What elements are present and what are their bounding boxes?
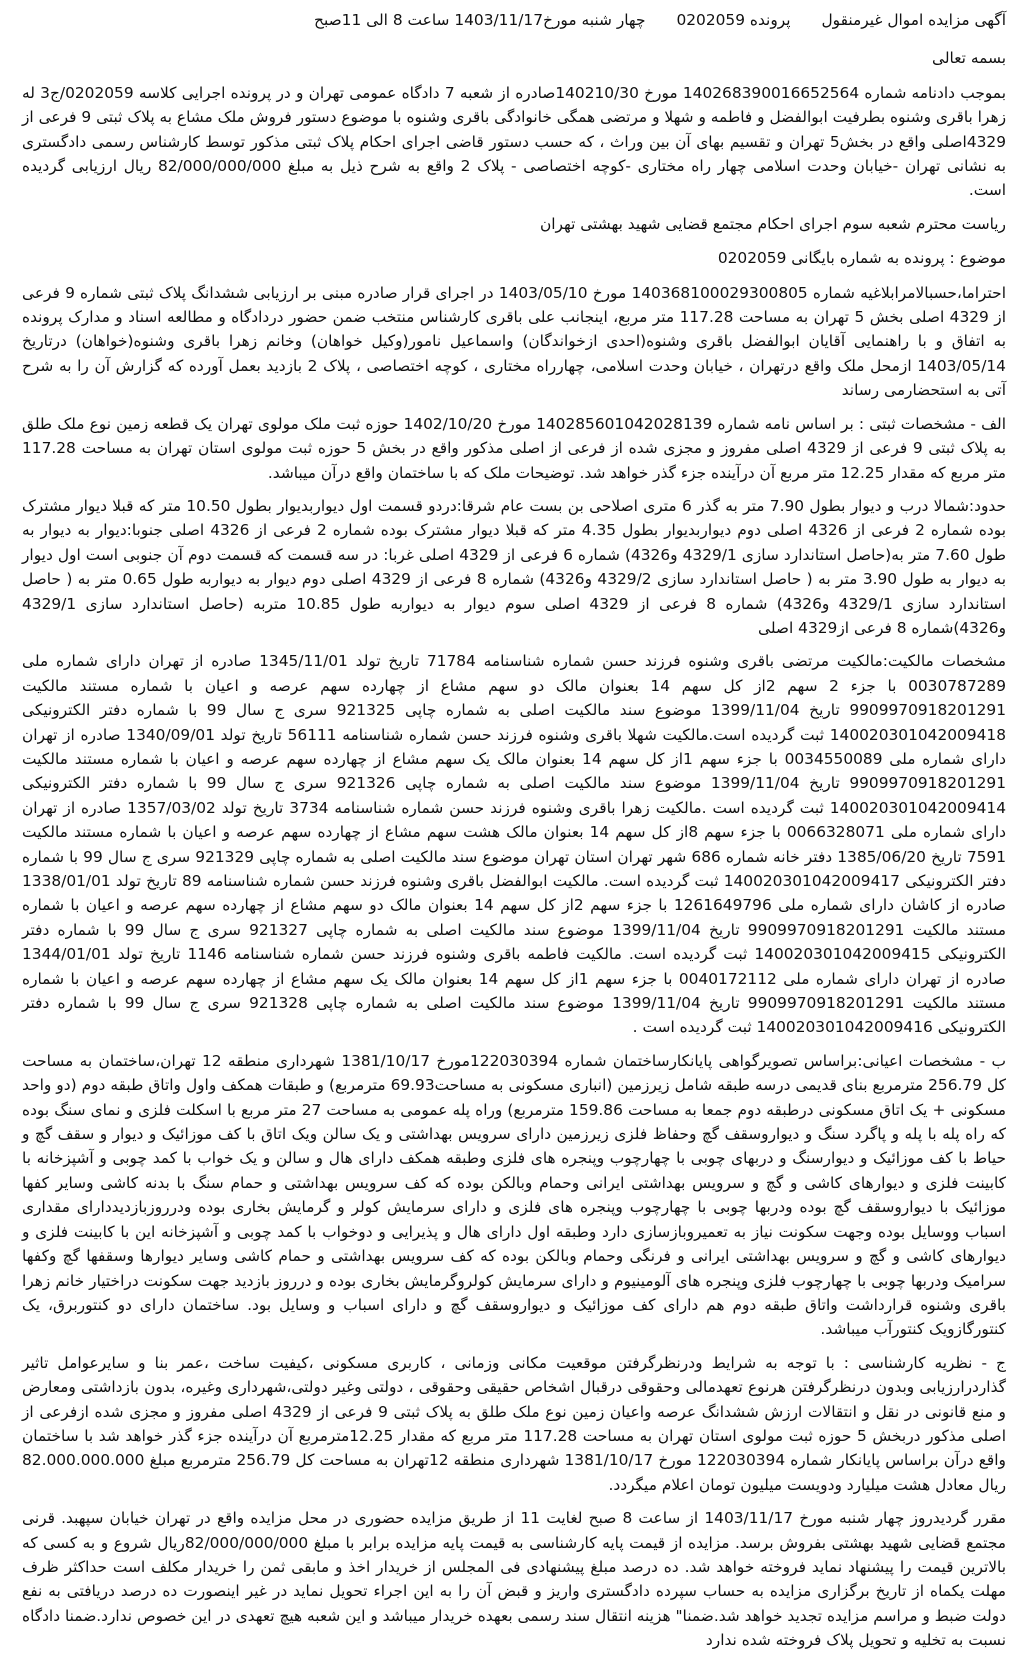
registration-details-paragraph: الف - مشخصات ثبتی : بر اساس نامه شماره 14028560104202813​9 مورخ 1402/10/20 حوزه ثبت ملک مولوی تهران یک قطعه زمین نوع ملک طلق به پلاک ثبتی 9 فرعی از 4329 اصلی مفروز و مجزی شده از فرعی از اصلی مذکور واقع در بخش 5 حوزه ثبت مولوی استان تهران به مساحت 117.28 متر مربع که مقدار 12.25 متر مربع آن درآینده جزء گذر خواهد شد. توضیحات ملک که با ساختمان واقع درآن میباشد. — [22, 414, 1007, 482]
expert-opinion-paragraph: ج - نظریه کارشناسی : با توجه به شرایط ودرنظرگرفتن موقعیت مکانی وزمانی ، کاربری مسکونی ،کیفیت ساخت ،عمر بنا و سایرعوامل تاثیر گذاردرارزیابی وبدون درنظرگرفتن هرنوع تعهدمالی وحقوقی درقبال اشخاص حقیقی وحقوقی ، دولتی وغیر دولتی،شهرداری وغیره، بدون بازداشتی ومعارض و منع قانونی در نقل و انتقالات ارزش ششدانگ عرصه واعیان زمین نوع ملک طلق به پلاک ثبتی 9 فرعی از 4329 اصلی مفروز و مجزی شده ازفرعی از اصلی مذکور دربخش 5 حوزه ثبت مولوی استان تهران به مساحت 117.28 متر مربع که مقدار 12.25مترمربع آن درآینده جزء گذر خواهد شد با ساختمان واقع درآن براساس پایانکار شماره 122030394 مورخ 1381/10/17 شهرداری منطقه 12تهران به مساحت کل 256.79 مترمربع مبلغ 82.000.000.000 ریال معادل هشت میلیارد ودویست میلیون تومان اعلام میگردد. — [22, 1353, 1007, 1494]
subject-line: موضوع : پرونده به شماره بایگانی 0202059 — [717, 249, 1006, 268]
case-number: پرونده 0202059 — [676, 11, 791, 29]
auction-terms-paragraph: مقرر گردیدروز چهار شنبه مورخ 1403/11/17 از ساعت 8 صبح لغایت 11 از طریق مزایده حضوری در محل مزایده واقع در تهران خیابان سپهبد. قرنی مجتمع قضایی شهید بهشتی بفروش برسد. مزایده از قیمت پایه کارشناسی به قیمت پایه مزایده برابر با مبلغ 82/000/000/000ریال شروع و به کسی که بالاترین قیمت را پیشنهاد نماید فروخته خواهد شد. ده درصد مبلغ پیشنهادی فی المجلس از خریدار اخذ و مابقی ثمن را خریدار مکلف است حداکثر ظرف مهلت یکماه از تاریخ برگزاری مزایده به حساب سپرده دادگستری واریز و قبض آن را به این اجراء تحویل نماید در غیر اینصورت ده درصد دریافتی به نفع دولت ضبط و مراسم مزایده تجدید خواهد شد.ضمنا" هزینه انتقال سند رسمی بعهده خریدار میباشد و این شعبه هیچ تعهدی در این خصوص ندارد.ضمنا دادگاه نسبت به تخلیه و تحویل پلاک فروخته شده ندارد — [22, 1509, 1006, 1650]
auction-time: چهار شنبه مورخ1403/11/17 ساعت 8 الی 11صبح — [314, 11, 646, 29]
basmala: بسمه تعالی — [932, 49, 1006, 68]
notice-header — [22, 8, 1006, 32]
boundaries-paragraph: حدود:شمالا درب و دیوار بطول 7.90 متر به گذر 6 متری اصلاحی بن بست عام شرقا:دردو قسمت اول دیواربدیوار بطول 10.50 متر که قبلا دیوار مشترک بوده شماره 2 فرعی از 4326 اصلی دوم دیواربدیوار بطول 4.35 متر که قبلا دیوار مشترک بوده شماره 2 فرعی از 4326 اصلی جنوبا:دیوار به دیوار به طول 7.60 متر به(حاصل استاندارد سازی 4329/1 و4326) شماره 6 فرعی از 4329 اصلی غربا: در سه قسمت که قسمت دوم آن جنوبی است اول دیوار به دیوار به طول 3.90 متر به ( حاصل استاندارد سازی 4329/2 و4326) شماره 8 فرعی از 4329 اصلی دوم دیوار به دیواربه طول 0.65 متر به ( حاصل استاندارد سازی 4329/1 و4326) شماره 8 فرعی از 4329 اصلی سوم دیوار به دیواربه طول 10.85 متربه (حاصل استاندارد سازی 4329/1 و4326)شماره 8 فرعی از4329 اصلی — [22, 496, 1007, 637]
building-details-paragraph: ب - مشخصات اعیانی:براساس تصویرگواهی پایانکارساختمان شماره 122030394مورخ 1381/10/17 شهرداری منطقه 12 تهران،ساختمان به مساحت کل 256.79 مترمربع بنای قدیمی درسه طبقه شامل زیرزمین (انباری مسکونی به مساحت69.93 مترمربع) و طبقات همکف واول واتاق طبقه دوم (دو واحد مسکونی + یک اتاق مسکونی درطبقه دوم جمعا به مساحت 159.86 مترمربع) وراه پله عمومی به مساحت 27 متر مربع با اسکلت فلزی و نمای سنگ بوده که راه پله با پله و پاگرد سنگ و دیواروسقف گچ وحفاظ فلزی زیرزمین دارای سرویس بهداشتی و یک سالن ویک اتاق با کف موزائیک و دیوار و سقف گچ و حیاط با کف موزائیک و دیوارسنگ و دربهای چوبی با چهارچوب وپنجره های فلزی وطبقه همکف دارای هال و سالن و یک خواب با کمد چوبی و آشپزخانه با کابینت فلزی و دیوارهای کاشی و گچ و سرویس بهداشتی ایرانی وحمام وبالکن بوده که کف سرویس بهداشتی و حمام سنگ با بدنه کاشی وسایر کفها موزائیک با دیواروسقف گچ بوده ودربها چوبی با چهارچوب وپنجره های فلزی و دارای سرمایش کولر و گرمایش بخاری بوده ودرروزبازدیددارای مقداری اسباب ووسایل بوده وجهت سکونت نیاز به تعمیروبازسازی دارد وطبقه اول دارای هال و پذیرایی و دوخواب با کمد چوبی و آشپزخانه این با کابینت فلزی و دیوارهای کاشی و گچ و سرویس بهداشتی ایرانی و فرنگی وحمام وبالکن بوده که کف سرویس بهداشتی و حمام کاشی وسایر دیوارها وسقفها گچ وکفها سرامیک ودربها چوبی با چهارچوب فلزی وپنجره های آلومینیوم و دارای سرمایش کولروگرمایش بخاری بوده و درروز بازدید جهت سکونت دراختیار خانم زهرا باقری وشنوه قرارداشت واتاق طبقه دوم هم دارای کف موزائیک و دیواروسقف گچ و دارای اسباب و وسایل بود. ساختمان دارای دو کنتوربرق، یک کنتورگازویک کنتورآب میباشد. — [22, 1051, 1006, 1339]
notice-type: آگهی مزایده اموال غیرمنقول — [821, 11, 1006, 29]
ownership-paragraph: مشخصات مالکیت:مالکیت مرتضی باقری وشنوه فرزند حسن شماره شناسنامه 71784 تاریخ تولد 1345/11/01 صادره از تهران دارای شماره ملی 0030787289 با جزء 2 سهم 2از کل سهم 14 بعنوان مالک دو سهم مشاع از چهارده سهم عرصه و اعیان با شماره مستند مالکیت 9909970918201291 تاریخ 1399/11/04 موضوع سند مالکیت اصلی به شماره چاپی 921325 سری ج سال 99 با شماره دفتر الکترونیکی 140020301042009418 ثبت گردیده است.مالکیت شهلا باقری وشنوه فرزند حسن شماره شناسنامه 56111 تاریخ تولد 1340/09/01 صادره از تهران دارای شماره ملی 0034550089 با جزء سهم 1از کل سهم 14 بعنوان مالک یک سهم مشاع از چهارده سهم عرصه و اعیان با شماره مستند مالکیت 9909970918201291 تاریخ 1399/11/04 موضوع سند مالکیت اصلی به شماره چاپی 921326 سری ج سال 99 با شماره دفتر الکترونیکی 140020301042009414 ثبت گردیده است .مالکیت زهرا باقری وشنوه فرزند حسن شماره شناسنامه 3734 تاریخ تولد 1357/03/02 صادره از تهران دارای شماره ملی 0066328071 با جزء سهم 8از کل سهم 14 بعنوان مالک هشت سهم مشاع از چهارده سهم عرصه و اعیان با شماره مستند مالکیت 7591 تاریخ 1385/06/20 دفتر خانه شماره 686 شهر تهران استان تهران موضوع سند مالکیت اصلی به شماره چاپی 921329 سری ج سال 99 با شماره دفتر الکترونیکی 140020301042009417 ثبت گردیده است. مالکیت ابوالفضل باقری وشنوه فرزند حسن شماره شناسنامه 89 تاریخ تولد 1338/01/01 صادره از کاشان دارای شماره ملی 1261649796 با جزء سهم 2از کل سهم 14 بعنوان مالک دو سهم مشاع از چهارده سهم عرصه و اعیان با شماره مستند مالکیت 9909970918201291 تاریخ 1399/11/04 موضوع سند مالکیت اصلی به شماره چاپی 921327 سری ج سال 99 با شماره دفتر الکترونیکی 140020301042009415 ثبت گردیده است. مالکیت فاطمه باقری وشنوه فرزند حسن شماره شناسنامه 1146 تاریخ تولد 1344/01/01 صادره از تهران دارای شماره ملی 0040172112 با جزء سهم 1از کل سهم 14 بعنوان مالک یک سهم مشاع از چهارده سهم عرصه و اعیان با شماره مستند مالکیت 9909970918201291 تاریخ 1399/11/04 موضوع سند مالکیت اصلی به شماره چاپی 921328 سری ج سال 99 با شماره دفتر الکترونیکی 140020301042009416 ثبت گردیده است . — [22, 652, 1007, 1037]
addressee: ریاست محترم شعبه سوم اجرای احکام مجتمع قضایی شهید بهشتی تهران — [539, 214, 1006, 233]
report-intro-paragraph: احتراما،حسبالامرابلاغیه شماره 140368100029300805 مورخ 1403/05/10 در اجرای قرار صادره مبنی بر ارزیابی ششدانگ پلاک ثبتی شماره 9 فرعی از 4329 اصلی بخش 5 تهران به مساحت 117.28 متر مربع، اینجانب علی باقری کارشناس منتخب ضمن حضور دردادگاه و مطالعه اسناد و مدارک پرونده به اتفاق و با راهنمایی آقایان ابوالفضل باقری وشنوه(احدی ازخواندگان) واسماعیل نامور(وکیل خواهان) وخانم زهرا باقری وشنوه(خواهان) درتاریخ 1403/05/14 ازمحل ملک واقع درتهران ، خیابان وحدت اسلامی، چهارراه مختاری ، کوچه اختصاصی ، پلاک 2 بازدید بعمل آورده که گزارش آن را به شرح آتی به استحضارمی رساند — [22, 283, 1006, 400]
intro-paragraph: بموجب دادنامه شماره 140268390016652564 مورخ 140210/30صادره از شعبه 7 دادگاه عمومی تهران و در پرونده اجرایی کلاسه 0202059/ج3 له زهرا باقری وشنوه بطرفیت ابوالفضل و فاطمه و شهلا و مرتضی همگی خانوادگی باقری وشنوه با موضوع دستور فروش ملک مشاع به پلاک ثبتی 9 فرعی از 4329اصلی واقع در بخش5 تهران و تقسیم بهای آن بین وراث ، که حسب دستور قاضی اجرای احکام پلاک ثبتی مذکور توسط کارشناس رسمی دادگستری به نشانی تهران -خیابان وحدت اسلامی چهار راه مختاری -کوچه اختصاصی - پلاک 2 واقع به شرح ذیل به مبلغ 82/000/000/000 ریال ارزیابی گردیده است. — [22, 83, 1007, 200]
